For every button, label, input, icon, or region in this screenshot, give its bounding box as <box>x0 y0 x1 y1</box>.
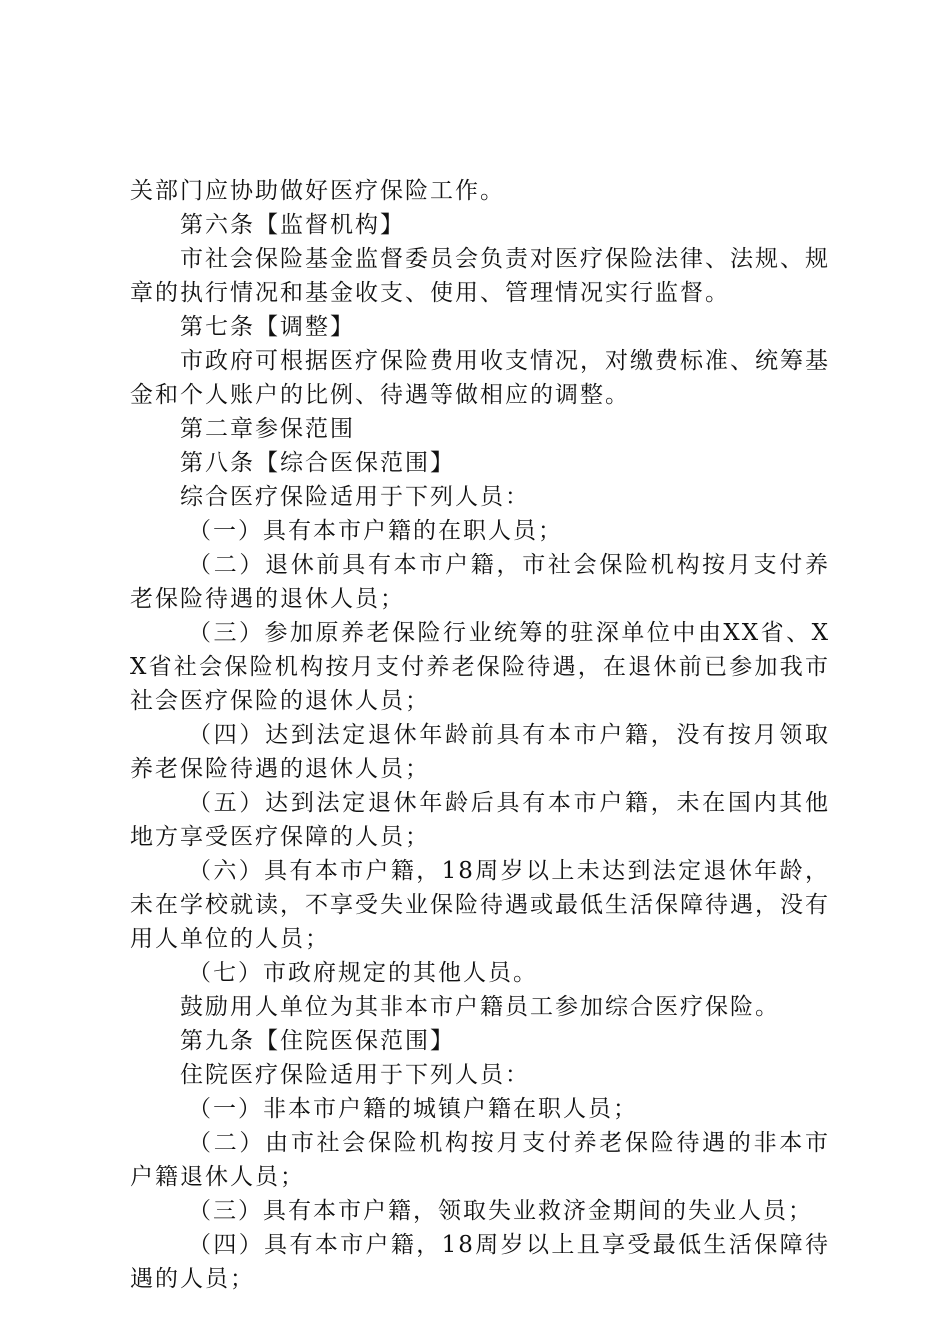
paragraph-continuation: 关部门应协助做好医疗保险工作。 <box>130 178 505 204</box>
article-8-item-7: （七）市政府规定的其他人员。 <box>188 960 538 986</box>
document-body <box>130 174 830 1296</box>
article-9-item-2: （二）由市社会保险机构按月支付养老保险待遇的非本市户籍退休人员； <box>130 1130 830 1190</box>
article-8-heading: 第八条【综合医保范围】 <box>180 450 455 476</box>
article-9-heading: 第九条【住院医保范围】 <box>180 1028 455 1054</box>
article-8-note: 鼓励用人单位为其非本市户籍员工参加综合医疗保险。 <box>180 994 780 1020</box>
article-8-item-3: （三）参加原养老保险行业统筹的驻深单位中由XX省、XX省社会保险机构按月支付养老保险待遇，在退休前已参加我市社会医疗保险的退休人员； <box>130 620 830 714</box>
article-9-item-4: （四）具有本市户籍，18周岁以上且享受最低生活保障待遇的人员； <box>130 1232 830 1292</box>
chapter-2-heading: 第二章参保范围 <box>180 416 355 442</box>
article-7-heading: 第七条【调整】 <box>180 314 355 340</box>
article-8-item-6: （六）具有本市户籍，18周岁以上未达到法定退休年龄，未在学校就读，不享受失业保险待遇或最低生活保障待遇，没有用人单位的人员； <box>130 858 830 952</box>
article-6-body: 市社会保险基金监督委员会负责对医疗保险法律、法规、规章的执行情况和基金收支、使用、管理情况实行监督。 <box>130 246 830 306</box>
article-8-item-2: （二）退休前具有本市户籍，市社会保险机构按月支付养老保险待遇的退休人员； <box>130 552 830 612</box>
article-9-item-1: （一）非本市户籍的城镇户籍在职人员； <box>188 1096 638 1122</box>
article-6-heading: 第六条【监督机构】 <box>180 212 405 238</box>
article-7-body: 市政府可根据医疗保险费用收支情况，对缴费标准、统筹基金和个人账户的比例、待遇等做相应的调整。 <box>130 348 830 408</box>
article-8-item-4: （四）达到法定退休年龄前具有本市户籍，没有按月领取养老保险待遇的退休人员； <box>130 722 830 782</box>
article-9-item-3: （三）具有本市户籍，领取失业救济金期间的失业人员； <box>188 1198 813 1224</box>
article-8-item-1: （一）具有本市户籍的在职人员； <box>188 518 563 544</box>
article-8-intro: 综合医疗保险适用于下列人员： <box>180 484 530 510</box>
article-8-item-5: （五）达到法定退休年龄后具有本市户籍，未在国内其他地方享受医疗保障的人员； <box>130 790 830 850</box>
article-9-intro: 住院医疗保险适用于下列人员： <box>180 1062 530 1088</box>
